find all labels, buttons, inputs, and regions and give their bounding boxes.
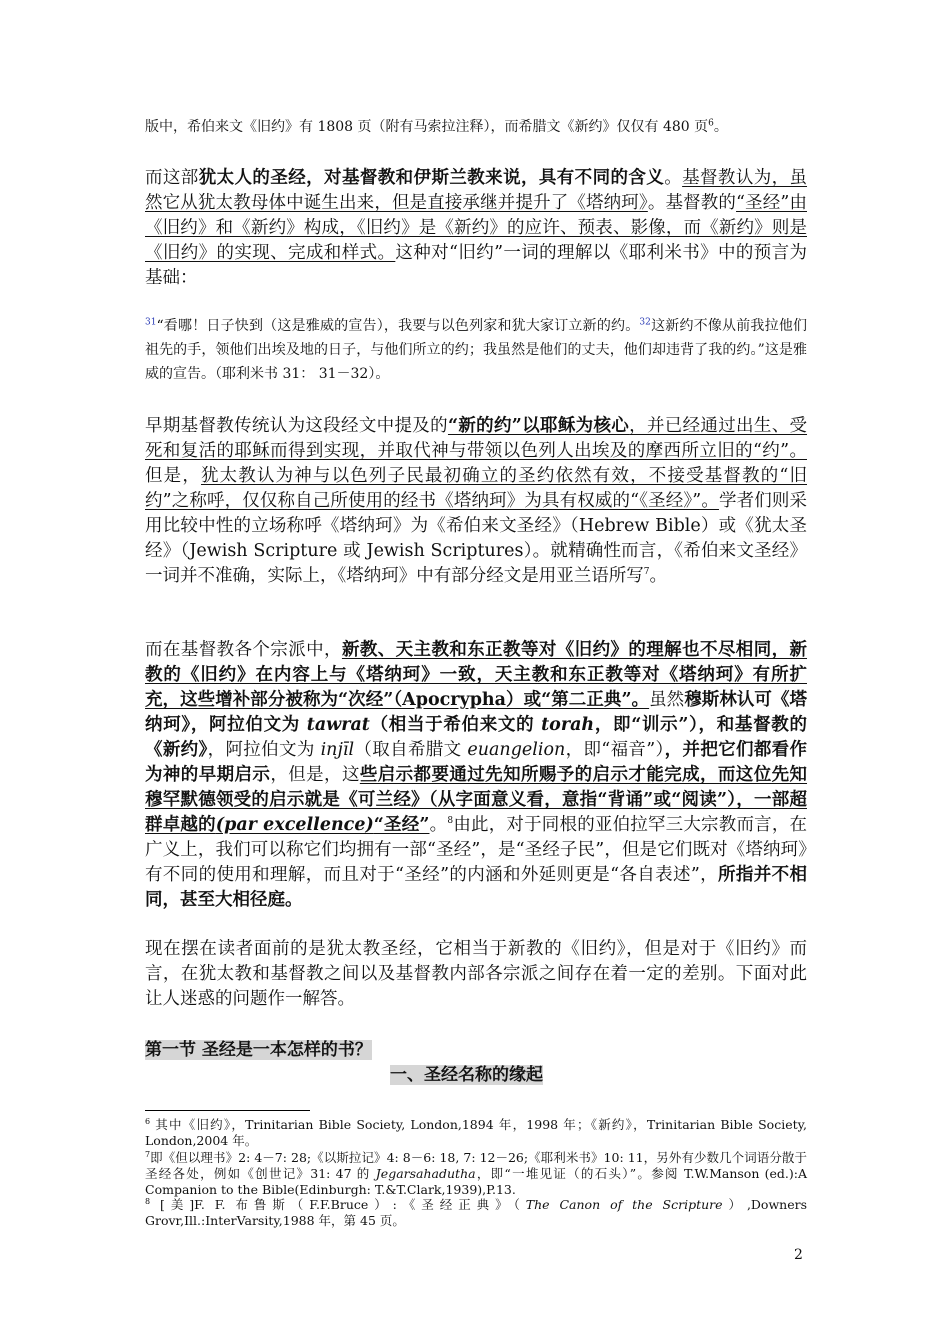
footnote-text: ，即“一堆见证（的石头）”。参阅 T.W.Manson (ed.):A Companion to the Bible(Edinburgh: T.&T.Clark,1939),P.13. [145,1166,807,1197]
jeremiah-quote [145,314,807,386]
footnote-ref[interactable]: 8 [447,816,454,827]
footnote-italic-text: The Canon of the Scripture [525,1197,723,1212]
text: 而这部 [145,168,199,188]
underlined-text: 基督教认为，虽然它从犹太教母体中诞生出来，但是直接承继并提升了《塔纳珂》 [145,168,808,213]
section-heading-text: 第一节 圣经是一本怎样的书？ [145,1040,372,1060]
bold-text: 穆斯林认可《塔纳珂》，阿拉伯文为 [145,690,808,735]
bold-underlined-text: “圣经” [373,815,430,835]
bold-underlined-text: 新教、天主教和东正教等对《旧约》的理解也不尽相同，新教的《旧约》在内容上与《塔纳珂》一致，天主教和东正教等对《塔纳珂》有所扩充，这些增补部分被称为“次经”（Apocrypha）或“第二正典”。 [145,640,808,710]
text: 。 [664,168,683,188]
intro-paragraph [145,115,807,139]
bold-text: 所指并不相同，甚至大相径庭。 [145,865,807,910]
footnote-ref[interactable]: 6 [708,118,714,129]
text: ，阿拉伯文为 [207,740,321,760]
verse-number: 32 [639,317,651,328]
text: 。基督教的 [647,193,737,213]
footnote-separator [145,1110,310,1111]
text: 但是， [145,466,201,486]
text: 。 [713,119,728,135]
text: 版中，希伯来文《旧约》有 1808 页（附有马索拉注释），而希腊文《新约》仅仅有 480 页 [145,119,709,135]
text: 现在摆在读者面前的是犹太教圣经，它相当于新教的《旧约》，但是对于《旧约》而言，在犹太教和基督教之间以及基督教内部各宗派之间存在着一定的差别。下面对此让人迷惑的问题作一解答。 [145,939,807,1009]
footnote-number: 8 [145,1196,151,1206]
text: “看哪！日子快到（这是雅威的宣告），我要与以色列家和犹大家订立新的约。 [156,318,640,334]
verse-number: 31 [145,317,157,328]
page-number: 2 [794,1247,803,1263]
paragraph-4 [145,937,807,1012]
text: （取自希腊文 [354,740,468,760]
text: 这新约不像从前我拉他们祖先的手，领他们出埃及地的日子，与他们所立的约；我虽然是他们的丈夫，他们却违背了我的约。”这是雅威的宣告。（耶利米书 31： 31－32）。 [145,318,808,382]
footnote-italic-text: Jegarsahadutha [375,1166,476,1181]
sub-heading-text: 一、圣经名称的缘起 [390,1065,543,1085]
bold-italic-text: tawrat [306,715,370,735]
footnote-8 [145,1197,807,1229]
italic-text: euangelion [467,740,566,760]
bold-italic-text: torah [541,715,595,735]
footnote-text: ）,Downers Grovr,Ill.:InterVarsity,1988 年，第 45 页。 [145,1197,807,1228]
bold-text: 犹太人的圣经，对基督教和伊斯兰教来说，具有不同的含义 [198,168,665,188]
text: 由此，对于同根的亚伯拉罕三大宗教而言，在广义上，我们可以称它们均拥有一部“圣经”，是“圣经子民”，但是它们既对《塔纳珂》有不同的使用和理解，而且对于“圣经”的内涵和外延则更是“各自表述”， [145,815,808,885]
underlined-text: “圣经”由《旧约》和《新约》构成，《旧约》是《新约》的应许、预表、影像，而《新约》则是《旧约》的实现、完成和样式。 [145,193,807,263]
text: 早期基督教传统认为这段经文中提及的 [145,416,448,436]
text: 学者们则采用比较中性的立场称呼《塔纳珂》为《希伯来文圣经》（Hebrew Bible）或《犹太圣经》（Jewish Scripture 或 Jewish Scriptures）。就精确性而言，《希伯来文圣经》一词并不准确，实际上，《塔纳珂》中有部分经文是用亚兰语所写 [145,491,807,586]
text: 。 [429,815,448,835]
paragraph-2 [145,414,807,589]
footnote-number: 6 [145,1116,151,1126]
footnote-number: 7 [145,1149,151,1159]
italic-text: injīl [320,740,355,760]
footnote-7 [145,1150,807,1198]
underlined-text: 犹太教认为神与以色列子民最初确立的圣约依然有效，不接受基督教的“旧约”之称呼，仅仅称自己所使用的经书《塔纳珂》为具有权威的“《圣经》”。 [145,466,807,511]
section-heading [145,1038,372,1062]
text: 。 [649,566,667,586]
paragraph-3 [145,638,807,913]
underlined-text: ，并已经通过出生、受死和复活的耶稣而得到实现，并取代神与带领以色列人出埃及的摩西所立旧的“约”。 [145,416,808,461]
footnote-text: 即《但以理书》2: 4－7: 28;《以斯拉记》4: 8－6: 18, 7: 12－26;《耶利米书》10: 11，另外有少数几个词语分散于圣经各处，例如《创世记》31: 47 的 [145,1150,807,1181]
footnote-6 [145,1117,807,1149]
bold-text: （相当于希伯来文的 [369,715,542,735]
text: ，但是，这 [270,765,360,785]
bold-text: ，即“训示”），和基督教的《新约》 [145,715,808,760]
footnote-text: [美]F. F. 布鲁斯（F.F.Bruce）:《圣经正典》（ [150,1197,526,1212]
bold-underlined-text: “新的约”以耶稣为核心 [447,416,630,436]
bold-underlined-text: 些启示都要通过先知所赐予的启示才能完成，而这位先知穆罕默德领受的启示就是《可兰经》（从字面意义看，意指“背诵”或“阅读”），一部超群卓越的 [145,765,808,835]
paragraph-1 [145,166,807,291]
bold-italic-underlined-text: (par excellence) [215,815,374,835]
text: ，即“福音”） [565,740,665,760]
footnote-text: 其中《旧约》，Trinitarian Bible Society, London,1894 年，1998 年；《新约》，Trinitarian Bible Society, London,2004 年。 [145,1117,807,1148]
footnote-ref[interactable]: 7 [643,567,650,578]
bold-text: ，并把它们都看作为神的早期启示 [145,740,808,785]
text: 而在基督教各个宗派中， [145,640,342,660]
sub-heading [390,1063,543,1087]
text: 这种对“旧约”一词的理解以《耶利米书》中的预言为基础： [145,243,807,288]
text: 虽然 [649,690,685,710]
